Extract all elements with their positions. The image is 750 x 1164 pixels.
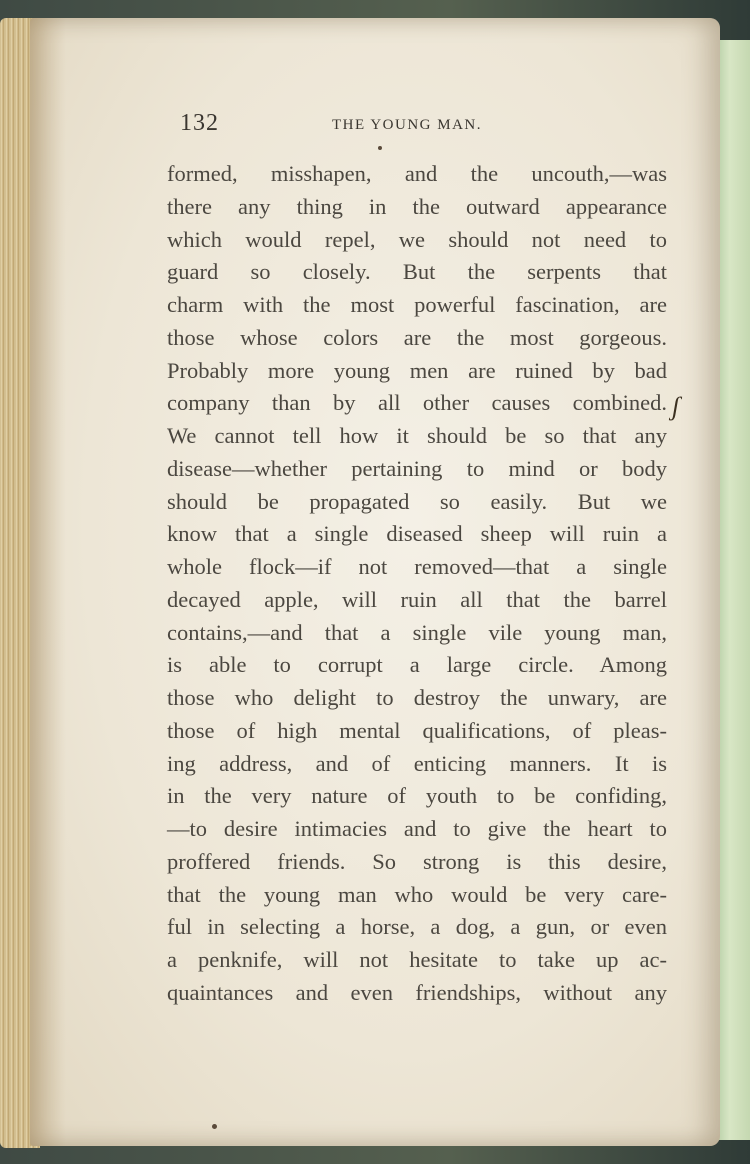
text-line: decayed apple, will ruin all that the barrel [167,586,667,612]
text-line: those who delight to destroy the unwary, are [167,685,667,710]
text-line: Probably more young men are ruined by bad [167,357,667,383]
text-line: guard so closely. But the serpents that [167,259,667,285]
margin-pencil-mark: ʃ [672,392,680,421]
text-line: is able to corrupt a large circle. Among [167,652,667,678]
adjacent-page-edge [716,40,750,1140]
text-line: whole flock—if not removed—that a single [167,554,667,579]
text-line: quaintances and even friendships, without any [167,979,667,1005]
text-line: in the very nature of youth to be confiding, [167,783,667,809]
text-line: company than by all other causes combined. [167,390,667,416]
text-line: which would repel, we should not need to [167,226,667,252]
text-line: contains,—and that a single vile young man, [167,619,667,645]
text-line: —to desire intimacies and to give the heart to [167,816,667,841]
text-line: should be propagated so easily. But we [167,488,667,514]
text-line: those whose colors are the most gorgeous. [167,324,667,350]
ink-speck [378,146,382,150]
text-line: those of high mental qualifications, of pleas- [167,717,667,743]
body-text [167,158,667,1010]
running-head: THE YOUNG MAN. [332,117,483,133]
page-number: 132 [180,110,219,136]
text-line: formed, misshapen, and the uncouth,—was [167,161,667,186]
text-line: know that a single diseased sheep will ruin a [167,521,667,547]
text-line: proffered friends. So strong is this desire, [167,848,667,874]
ink-speck [212,1124,217,1129]
text-line: disease—whether pertaining to mind or body [167,455,667,481]
text-line: a penknife, will not hesitate to take up ac- [167,947,667,972]
page-header [180,110,670,140]
text-line: charm with the most powerful fascination, are [167,292,667,317]
text-line: ing address, and of enticing manners. It is [167,750,667,776]
text-line: We cannot tell how it should be so that any [167,423,667,448]
text-line: ful in selecting a horse, a dog, a gun, or even [167,914,667,940]
text-line: there any thing in the outward appearance [167,193,667,219]
text-line: that the young man who would be very care- [167,881,667,907]
